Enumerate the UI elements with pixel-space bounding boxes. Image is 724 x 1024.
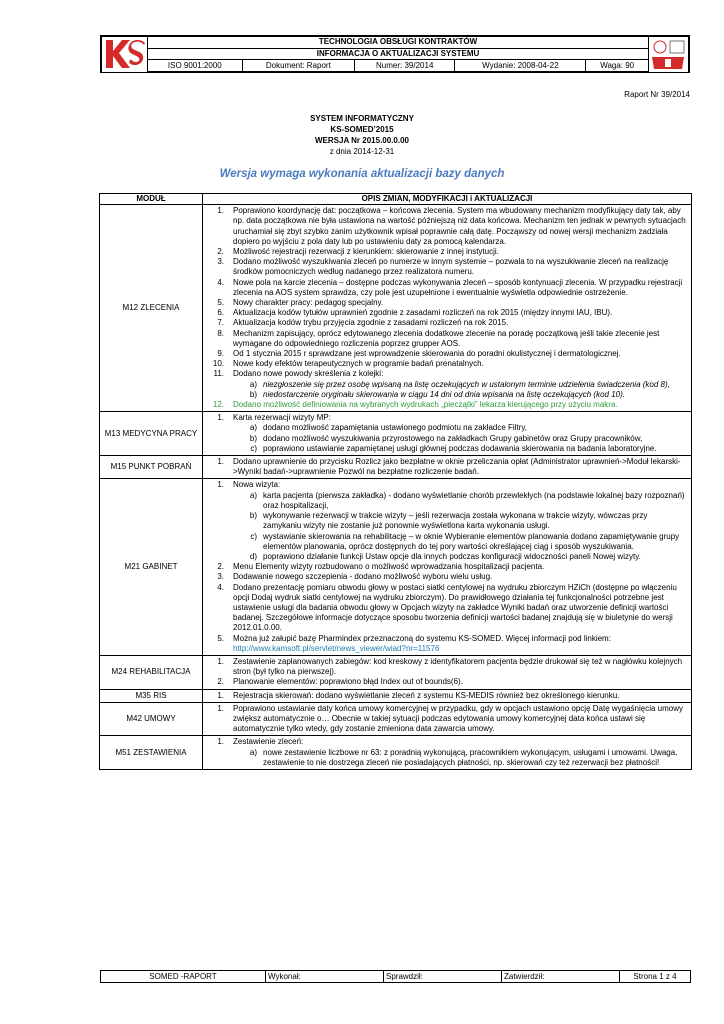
title-line1: SYSTEM INFORMATYCZNY [310, 114, 414, 123]
sub-item: b) dodano możliwość wyszukiwania przyrostowego na zakładkach Grupy gabinetów oraz Grupy pracowników, [249, 433, 643, 443]
list-item: 1. Zestawienie zaplanowanych zabiegów: kod kreskowy z identyfikatorem pacjenta będzie drukował się też w nagłówku kolejnych stron (był tylko na pierwszej). [217, 656, 683, 677]
table-row [100, 205, 692, 412]
module-name: M13 MEDYCYNA PRACY [100, 412, 203, 456]
table-row [100, 655, 692, 689]
list-item: 11. Dodano nowe powody skreślenia z kolejki: [213, 369, 384, 379]
list-item: 7. Aktualizacja kodów trybu przyjęcia zgodnie z zasadami rozliczeń na rok 2015. [217, 318, 509, 328]
table-row [100, 456, 692, 479]
column-description: OPIS ZMIAN, MODYFIKACJI i AKTUALIZACJI [203, 194, 692, 205]
sub-item: a) karta pacjenta (pierwsza zakładka) - dodano wyświetlanie chorób przewlekłych (na podstawie lokalnej bazy rozpoznań) oraz hospitalizacji, [249, 490, 685, 510]
list-item: 6. Aktualizacja kodów tytułów uprawnień zgodnie z zasadami rozliczeń na rok 2015 (między innymi IAU, IBU). [217, 308, 613, 318]
sub-item: b) niedostarczenie oryginału skierowania w ciągu 14 dni od dnia wpisania na listę oczekujących (kod 10). [249, 389, 625, 399]
table-row [100, 689, 692, 702]
sub-item: a) niezgłoszenie się przez osobę wpisaną na listę oczekujących w ustalonym terminie udzielenia świadczenia (kod 8), [249, 379, 670, 389]
header-iso: ISO 9001:2000 [148, 60, 243, 72]
list-item: 1. Poprawiono ustawianie daty końca umowy komercyjnej w przypadku, gdy w opcjach ustawiono opcję Datę wygaśnięcia umowy zwiększ automatycznie o… Obecnie w takiej sytuacji podczas edytowania umowy komercyjnej data końca ustawi się automatycznie tylko wtedy, gdy zostanie zmieniona data zawarcia umowy. [217, 703, 684, 734]
module-name: M12 ZLECENIA [100, 205, 203, 412]
title-line2: KS-SOMED’2015 [330, 125, 394, 134]
module-name: M15 PUNKT POBRAŃ [100, 456, 203, 479]
raport-number: Raport Nr 39/2014 [624, 90, 690, 99]
table-row [100, 479, 692, 655]
list-item: 12. Dodano możliwość definiowania na wybranych wydrukach „pieczątki” lekarza kierującego przy użyciu makra. [212, 400, 618, 410]
module-name: M21 GABINET [100, 479, 203, 655]
list-item: 1. Zestawienie zleceń: [217, 737, 304, 747]
header-wyd: Wydanie: 2008-04-22 [455, 60, 586, 72]
module-name: M51 ZESTAWIENIA [100, 736, 203, 770]
title-date: z dnia 2014-12-31 [329, 147, 395, 156]
header-line2: INFORMACJA O AKTUALIZACJI SYSTEMU [148, 48, 649, 60]
list-item: 1. Nowa wizyta: [217, 480, 281, 490]
sub-item: a) dodano możliwość zapamiętania ustawionego podmiotu na zakładce Filtry, [249, 423, 527, 433]
list-item: 2. Możliwość rejestracji rezerwacji z kierunkiem: skierowanie z innej instytucji. [217, 247, 499, 257]
list-item: 1. Karta rezerwacji wizyty MP: [217, 413, 331, 423]
document-title [0, 113, 724, 146]
header-num: Numer: 39/2014 [355, 60, 455, 72]
header-waga: Waga: 90 [586, 60, 649, 72]
footer-wykonal: Wykonał: [266, 971, 384, 983]
list-item: 8. Mechanizm zapisujący, oprócz edytowanego zlecenia dodatkowe zlecenie na poradę początkową jeśli takie zlecenie jest wymagane do odpowiedniego rozliczenia poprzez grupper AOS. [217, 328, 660, 348]
list-item: 5. Nowy charakter pracy: pedagog specjalny. [217, 298, 384, 308]
list-item: 1. Rejestracja skierowań: dodano wyświetlanie zleceń z systemu KS-MEDIS również bez określonego kierunku. [217, 690, 620, 700]
list-item: 9. Od 1 stycznia 2015 r sprawdzane jest wprowadzenie skierowania do poradni okulistycznej i dermatologicznej. [217, 349, 621, 359]
document-header [100, 35, 690, 73]
list-item: 1. Dodano uprawnienie do przycisku Rozlicz jako bezpłatne w oknie przeliczania opłat (Administrator uprawnień->Moduł lekarski->Wyniki badań->uprawnienie Pozwól na bezpłatne rozliczenie badań. [217, 457, 681, 477]
sub-item: c) wystawianie skierowania na rehabilitację – w oknie Wybieranie elementów planowania dodano zapamiętywanie grupy elementów planowania, oprócz dostępnych do tej pory wartości określającej ciąg i sposób wyszukiwania. [250, 531, 680, 551]
footer-page: Strona 1 z 4 [620, 971, 691, 983]
module-name: M24 REHABILITACJA [100, 655, 203, 689]
table-row [100, 702, 692, 736]
title-line3: WERSJA Nr 2015.00.0.00 [315, 136, 409, 145]
document-footer [100, 970, 691, 983]
column-module: MODUŁ [100, 194, 203, 205]
module-name: M35 RIS [100, 689, 203, 702]
sub-item: b) wykonywanie rezerwacji w trakcie wizyty – jeśli rezerwacja została wykonana w trakcie wizyty, wówczas przy zamykaniu wizyty nie zostanie już ponownie wyświetlona karta wykonania usługi. [249, 511, 648, 531]
header-doc: Dokument: Raport [242, 60, 354, 72]
table-row [100, 736, 692, 770]
sub-item: c) poprawiono ustawianie zapamiętanej usługi głównej podczas dodawania skierowania na badania laboratoryjne. [250, 443, 657, 453]
list-item: 10. Nowe kody efektów terapeutycznych w programie badań prenatalnych. [212, 359, 484, 369]
footer-sprawdzil: Sprawdził: [384, 971, 502, 983]
sub-item: d) poprawiono działanie funkcji Ustaw opcje dla innych podczas konfiguracji widoczności paneli Nowej wizyty. [249, 551, 641, 561]
update-notice: Wersja wymaga wykonania aktualizacji bazy danych [219, 168, 505, 180]
list-item: 1. Poprawiono koordynację dat: początkowa – końcowa zlecenia. System ma wbudowany mechanizm modyfikujący daty tak, aby np. data początkowa nie była ustawiona na wartość późniejszą niż data końcowa. Mechanizm ten jednak w pewnych sytuacjach uruchamiał się zbyt szybko zanim użytkownik wpisał poprawnie całą datę. Począwszy od nowej wersji mechanizm zadziała dopiero po wyjściu z pola daty lub po ustawieniu daty za pomocą kalendarza. [217, 206, 686, 246]
list-item: 4. Dodano prezentację pomiaru obwodu głowy w postaci siatki centylowej na wydruku zbiorczym HZiCh (dostępne po włączeniu opcji Dodaj wydruk siatki centylowej na wydruku zbiorczym). Do prawidłowego działania tej funkcjonalności potrzebne jest ustawienie usługi dla badania obwodu głowy w Opcjach wizyty na zakładce Wyniki badań oraz utworzenie definicji wartości badanej. Szczegółowe informacje dotyczące sposobu tworzenia definicji wartości badanej znajdują się w biuletynie do wersji 2012.01.0.00. [217, 582, 677, 633]
list-item: 4. Nowe pola na karcie zlecenia – dostępne podczas wykonywania zleceń – sposób kontynuacji zlecenia. W przypadku rejestracji zlecenia na AOS system sprawdza, czy pole jest uzupełnione i ewentualnie wyświetla odpowiednie ostrzeżenie. [217, 277, 683, 297]
list-item: 2. Planowanie elementów: poprawiono błąd Index out of bounds(6). [217, 677, 463, 687]
changes-table [99, 193, 692, 770]
pharmindex-link[interactable]: http://www.kamsoft.pl/servlet/news_viewer/wiad?nr=11576 [233, 643, 440, 653]
footer-zatwierdzil: Zatwierdził: [502, 971, 620, 983]
footer-system: SOMED -RAPORT [101, 971, 266, 983]
table-row [100, 412, 692, 456]
sub-item: a) nowe zestawienie liczbowe nr 63: z poradnią wykonującą, pracownikiem wykonującym, usługami i umowami. Uwaga, zestawienie to nie dostrzega zleceń nie posiadających płatności, np. skierowań czy też rezerwacji bez płatności! [249, 747, 678, 767]
list-item: 2. Menu Elementy wizyty rozbudowano o możliwość wprowadzania hospitalizacji pacjenta. [217, 562, 545, 572]
list-item: 5. Można już załupić bazę Pharmindex przeznaczoną do systemu KS-SOMED. Więcej informacji pod linkiem: http://www.kamsoft.pl/servlet/news_viewer/wiad?nr=11576 [217, 633, 611, 653]
list-item: 3. Dodawanie nowego szczepienia - dodano możliwość wyboru wielu usług. [217, 572, 493, 582]
module-name: M42 UMOWY [100, 702, 203, 736]
header-line1: TECHNOLOGIA OBSŁUGI KONTRAKTÓW [148, 37, 649, 49]
list-item: 3. Dodano możliwość wyszukiwania zleceń po numerze w innym systemie – pozwala to na wyszukiwanie zleceń na realizację środków pomocniczych według nadanego przez realizatora numeru. [217, 257, 669, 277]
